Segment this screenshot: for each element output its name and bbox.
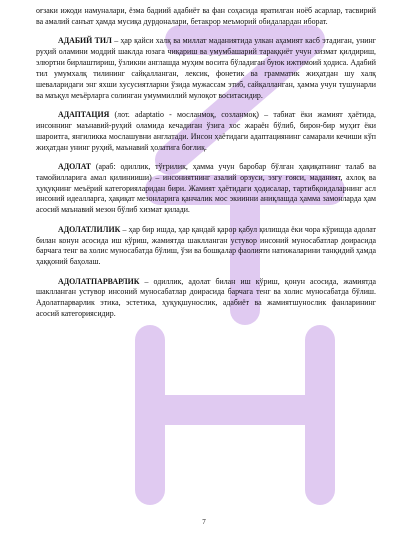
term-adolatlilik: АДОЛАТЛИЛИК [58,224,121,234]
paragraph-adaptatsiya [36,110,376,154]
definition-adolatparvarlik: – одиллик, адолат билан иш кўриш, қонун асосида, жамиятда шаклланган устувор инсоний муносабатлар доирасида барчага тенг ва холис муносабатда бўлиш. Адолатпарварлик этика, эстетика, ҳуқуқшунослик, адабиёт ва жамиятшунослик фанларининг асосий категориясидир. [36,276,376,319]
term-adabiy-til: АДАБИЙ ТИЛ [58,36,112,46]
term-adolatparvarlik: АДОЛАТПАРВАРЛИК [58,276,140,286]
definition-adaptatsiya: (лот. adaptatio - мосланмоқ, созланмоқ) – табиат ёки жамият ҳаётида, инсоннинг маънавий-руҳий оламида кечадиган ўзига хос жараён бўлиб, бирон-бир муҳит ёки шароитга, янгиликка мослашувни англатади. Инсон ҳаётидаги адаптациянинг самарали кечиши кўп жиҳатдан унинг руҳий, маънавий ҳолатига боғлиқ. [36,109,376,152]
term-adaptatsiya: АДАПТАЦИЯ [58,109,110,119]
definition-adolatlilik: – ҳар бир ишда, ҳар қандай қарор қабул қилишда ёки чора кўришда адолат билан конун асосида иш кўриш, жамиятда шаклланган устувор инсоний муносабатлар доирасида барчага тенг ва холис муносабатда бўлиш, ўзи ва бошқалар фаолияти натижаларини танқидий ҳамда ҳаққоний баҳолаш. [36,224,376,267]
page-number: 7 [202,518,206,526]
paragraph-adabiy-til [36,36,376,101]
definition-adolat: (араб: одиллик, тўғрилик, ҳамма учун баробар бўлган ҳақиқатнинг талаб ва тамойилларига амал қилинииши) – инсониятнинг азалий орзуси, эзгу ғояси, маданият, ахлоқ ва ҳуқуқнинг меъёрий категорияларидан бири. Жамият ҳаётидаги ҳодисалар, тартибқоидаларнинг асл инсоний идеалларга, ҳақиқат мезонларига қанчалик мос экиинни аниқлашда ҳамма замонларда ҳам асосий маънавий мезон бўлиб хизмат қилади. [36,161,376,215]
paragraph-adolatparvarlik [36,277,376,321]
definition-adabiy-til: – ҳар қайси халқ ва миллат маданиятида улкан аҳамият касб этадиган, унинг руҳий оламини моддий шаклда юзага чиқариш ва умумбашарий тараққиёт учун хизмат қилдириш, элюртни бирлаштириш, ўзликни англашда муҳим восита бўладиган буюк ижтимоий ҳодиса. Адабий тил умумхалқ тилининг сайқалланган, лексик, фонетик ва грамматик жиҳатдан шу халқ шеваларидаги энг яхши хусусиятларни ўзида мужассам этиб, сайқалланган, ҳамма учун тушунарли ва маъқул меъёрларга солинган умуммиллий мулоқот воситасидир. [36,36,376,100]
document-body [36,6,376,328]
paragraph-adolatlilik [36,225,376,269]
paragraph-text: оғзаки ижоди намуналари, ёзма бадиий адабиёт ва фан соҳасида яратилган ноёб асарлар, тасвирий ва амалий санъат ҳамда мусиқа дурдоналари, бетакрор меъморий обидалардан иборат. [36,6,376,26]
paragraph [36,6,376,28]
paragraph-adolat [36,162,376,217]
term-adolat: АДОЛАТ [58,161,92,171]
